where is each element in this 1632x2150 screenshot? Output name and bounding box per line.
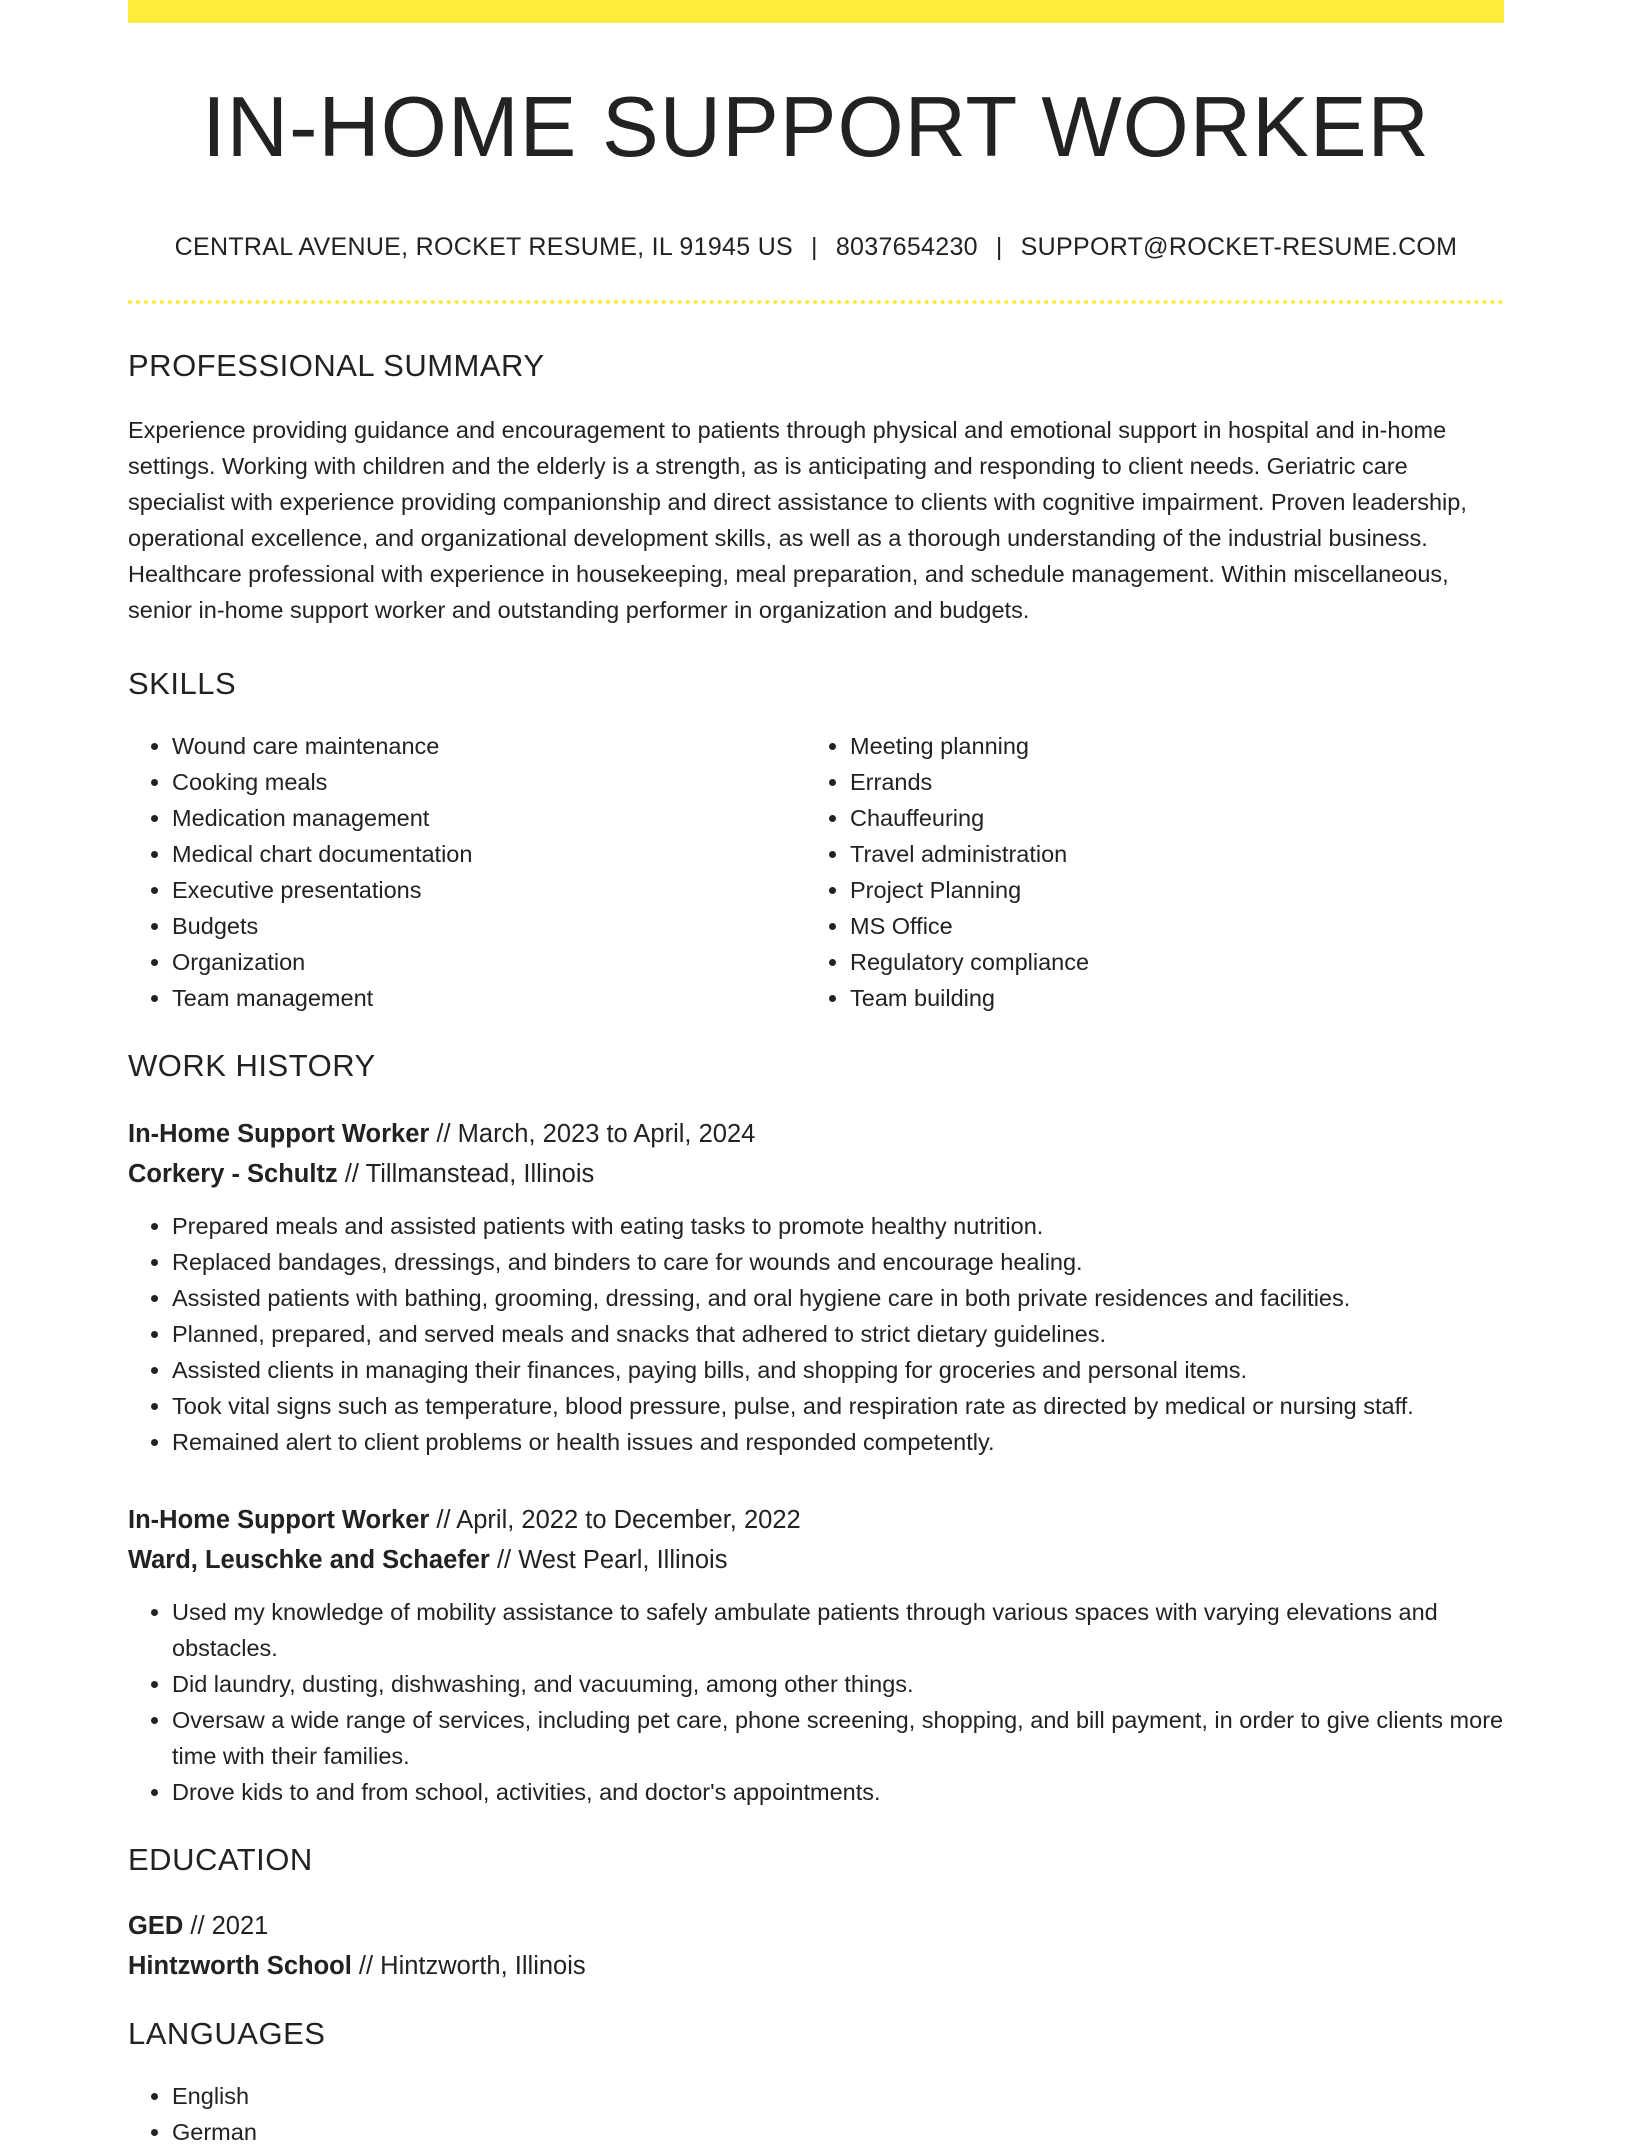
skills-list — [128, 728, 1504, 1016]
job-dates: // March, 2023 to April, 2024 — [436, 1119, 756, 1148]
contact-address: CENTRAL AVENUE, ROCKET RESUME, IL 91945 US — [174, 232, 794, 261]
skill-item: • Team management — [172, 980, 806, 1016]
contact-line — [128, 233, 1504, 262]
languages-list — [128, 2078, 1504, 2150]
skill-item: • Team building — [850, 980, 1450, 1016]
contact-email: SUPPORT@ROCKET-RESUME.COM — [1020, 232, 1458, 261]
job-dates: // April, 2022 to December, 2022 — [436, 1505, 801, 1534]
skills-column-left — [128, 728, 806, 1016]
languages-heading: LANGUAGES — [128, 2015, 326, 2051]
skill-item: • Meeting planning — [850, 728, 1450, 764]
job-duty: • Used my knowledge of mobility assistance to safely ambulate patients through various spaces with varying elevations and obstacles. — [172, 1594, 1504, 1666]
contact-separator: | — [811, 232, 818, 261]
job-duty: • Assisted clients in managing their finances, paying bills, and shopping for groceries and personal items. — [172, 1352, 1504, 1388]
skill-item: • Wound care maintenance — [172, 728, 806, 764]
job-duty: • Took vital signs such as temperature, blood pressure, pulse, and respiration rate as directed by medical or nursing staff. — [172, 1388, 1504, 1424]
job-company-line — [128, 1540, 1504, 1580]
job-company-line — [128, 1154, 1504, 1194]
job-title-line — [128, 1500, 1504, 1540]
education-heading: EDUCATION — [128, 1841, 313, 1877]
skill-item: • Executive presentations — [172, 872, 806, 908]
summary-heading: PROFESSIONAL SUMMARY — [128, 347, 545, 383]
contact-separator: | — [995, 232, 1003, 261]
skills-heading: SKILLS — [128, 665, 237, 701]
education-school-line — [128, 1946, 1504, 1986]
skill-item: • Cooking meals — [172, 764, 806, 800]
job-duty: • Planned, prepared, and served meals and snacks that adhered to strict dietary guidelines. — [172, 1316, 1504, 1352]
job-entry — [128, 1114, 1504, 1460]
header-divider — [128, 300, 1504, 304]
job-duty: • Did laundry, dusting, dishwashing, and vacuuming, among other things. — [172, 1666, 1504, 1702]
contact-phone: 8037654230 — [835, 232, 978, 261]
skill-item: • Travel administration — [850, 836, 1450, 872]
skill-item: • Organization — [172, 944, 806, 980]
job-duty: • Prepared meals and assisted patients with eating tasks to promote healthy nutrition. — [172, 1208, 1504, 1244]
job-duty: • Remained alert to client problems or health issues and responded competently. — [172, 1424, 1504, 1460]
job-duties — [128, 1208, 1504, 1460]
skill-item: • Chauffeuring — [850, 800, 1450, 836]
job-company: Ward, Leuschke and Schaefer — [128, 1545, 490, 1574]
skill-item: • Project Planning — [850, 872, 1450, 908]
job-duty: • Oversaw a wide range of services, including pet care, phone screening, shopping, and bill payment, in order to give clients more time with their families. — [172, 1702, 1504, 1774]
education-year: // 2021 — [190, 1911, 269, 1940]
skill-item: • Regulatory compliance — [850, 944, 1450, 980]
education-school: Hintzworth School — [128, 1951, 352, 1980]
job-role: In-Home Support Worker — [128, 1505, 430, 1534]
skill-item: • Budgets — [172, 908, 806, 944]
skill-item: • Medical chart documentation — [172, 836, 806, 872]
job-title-line — [128, 1114, 1504, 1154]
education-degree: GED — [128, 1911, 184, 1940]
language-item: • German — [172, 2114, 1504, 2150]
top-accent-bar — [128, 0, 1504, 23]
skill-item: • Medication management — [172, 800, 806, 836]
job-duty: • Drove kids to and from school, activities, and doctor's appointments. — [172, 1774, 1504, 1810]
education-entry — [128, 1906, 1504, 1986]
skills-column-right — [806, 728, 1450, 1016]
skill-item: • MS Office — [850, 908, 1450, 944]
job-company: Corkery - Schultz — [128, 1159, 338, 1188]
job-duty: • Replaced bandages, dressings, and binders to care for wounds and encourage healing. — [172, 1244, 1504, 1280]
job-location: // West Pearl, Illinois — [496, 1545, 728, 1574]
job-entry — [128, 1500, 1504, 1810]
job-duties — [128, 1594, 1504, 1810]
summary-text: Experience providing guidance and encouragement to patients through physical and emotional support in hospital and in-home settings. Working with children and the elderly is a strength, as is anticipating and responding to client needs. Geriatric care specialist with experience providing companionship and direct assistance to clients with cognitive impairment. Proven leadership, operational excellence, and organizational development skills, as well as a thorough understanding of the industrial business. Healthcare professional with experience in housekeeping, meal preparation, and schedule management. Within miscellaneous, senior in-home support worker and outstanding performer in organization and budgets. — [128, 416, 1467, 623]
education-degree-line — [128, 1906, 1504, 1946]
job-duty: • Assisted patients with bathing, grooming, dressing, and oral hygiene care in both private residences and facilities. — [172, 1280, 1504, 1316]
language-item: • English — [172, 2078, 1504, 2114]
education-location: // Hintzworth, Illinois — [358, 1951, 586, 1980]
resume-page — [128, 0, 1504, 2150]
job-role: In-Home Support Worker — [128, 1119, 430, 1148]
resume-name: IN-HOME SUPPORT WORKER — [202, 80, 1430, 175]
job-location: // Tillmanstead, Illinois — [344, 1159, 595, 1188]
skill-item: • Errands — [850, 764, 1450, 800]
work-history-heading: WORK HISTORY — [128, 1047, 376, 1083]
